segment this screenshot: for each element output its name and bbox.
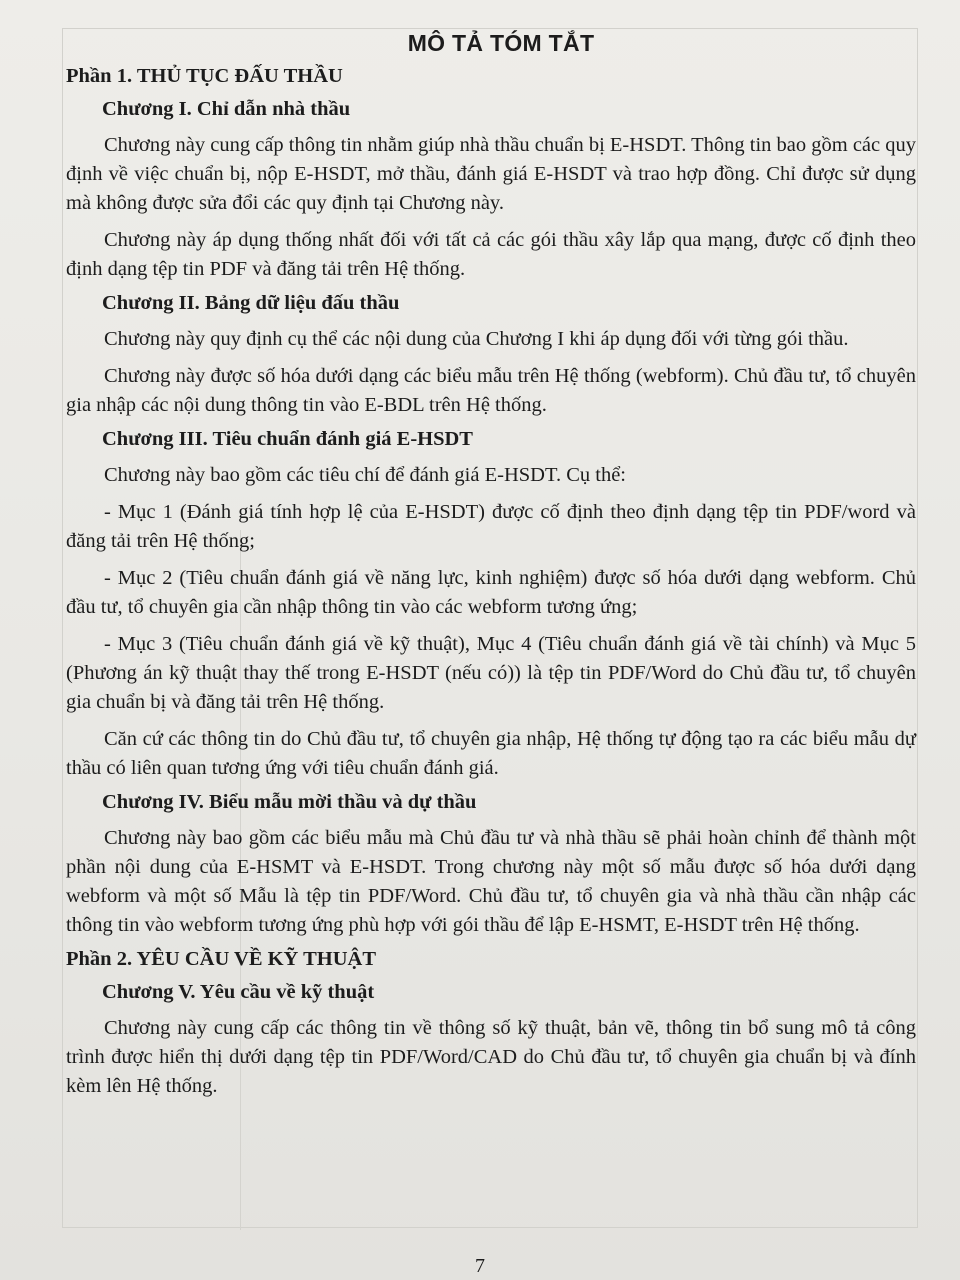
chapter-1-heading: Chương I. Chỉ dẫn nhà thầu <box>102 98 351 120</box>
chapter-3-paragraph-1: Chương này bao gồm các tiêu chí để đánh giá E-HSDT. Cụ thể: <box>104 464 626 486</box>
chapter-2-paragraph-2: Chương này được số hóa dưới dạng các biểu mẫu trên Hệ thống (webform). Chủ đầu tư, tổ chuyên gia nhập các nội dung thông tin vào E-BDL trên Hệ thống. <box>66 365 916 416</box>
chapter-3-paragraph-5: Căn cứ các thông tin do Chủ đầu tư, tổ chuyên gia nhập, Hệ thống tự động tạo ra các biểu mẫu dự thầu có liên quan tương ứng với tiêu chuẩn đánh giá. <box>66 728 916 779</box>
chapter-3-paragraph-4: - Mục 3 (Tiêu chuẩn đánh giá về kỹ thuật), Mục 4 (Tiêu chuẩn đánh giá về tài chính) và Mục 5 (Phương án kỹ thuật thay thế trong E-HSDT (nếu có)) là tệp tin PDF/Word do Chủ đầu tư, tổ chuyên gia chuẩn bị và đăng tải trên Hệ thống. <box>66 633 916 713</box>
chapter-5-paragraph-1: Chương này cung cấp các thông tin về thông số kỹ thuật, bản vẽ, thông tin bổ sung mô tả công trình được hiển thị dưới dạng tệp tin PDF/Word/CAD do Chủ đầu tư, tổ chuyên gia chuẩn bị và đính kèm lên Hệ thống. <box>66 1017 916 1097</box>
part-1-heading: Phần 1. THỦ TỤC ĐẤU THẦU <box>66 65 343 87</box>
page-content <box>66 30 916 1109</box>
chapter-1-paragraph-2: Chương này áp dụng thống nhất đối với tất cả các gói thầu xây lắp qua mạng, được cố định theo định dạng tệp tin PDF và đăng tải trên Hệ thống. <box>66 229 916 280</box>
page-number: 7 <box>475 1255 485 1277</box>
page-title: MÔ TẢ TÓM TẮT <box>407 30 595 56</box>
chapter-5-heading: Chương V. Yêu cầu về kỹ thuật <box>102 981 375 1003</box>
chapter-1-paragraph-1: Chương này cung cấp thông tin nhằm giúp nhà thầu chuẩn bị E-HSDT. Thông tin bao gồm các quy định về việc chuẩn bị, nộp E-HSDT, mở thầu, đánh giá E-HSDT và trao hợp đồng. Chỉ được sử dụng mà không được sửa đổi các quy định tại Chương này. <box>66 134 917 214</box>
chapter-2-heading: Chương II. Bảng dữ liệu đấu thầu <box>102 292 400 314</box>
chapter-4-heading: Chương IV. Biểu mẫu mời thầu và dự thầu <box>102 791 477 813</box>
chapter-3-paragraph-3: - Mục 2 (Tiêu chuẩn đánh giá về năng lực, kinh nghiệm) được số hóa dưới dạng webform. Chủ đầu tư, tổ chuyên gia cần nhập thông tin vào các webform tương ứng; <box>66 567 916 618</box>
chapter-3-heading: Chương III. Tiêu chuẩn đánh giá E-HSDT <box>102 428 473 450</box>
part-2-heading: Phần 2. YÊU CẦU VỀ KỸ THUẬT <box>66 948 377 970</box>
chapter-2-paragraph-1: Chương này quy định cụ thể các nội dung của Chương I khi áp dụng đối với từng gói thầu. <box>104 328 849 350</box>
chapter-3-paragraph-2: - Mục 1 (Đánh giá tính hợp lệ của E-HSDT) được cố định theo định dạng tệp tin PDF/word và đăng tải trên Hệ thống; <box>66 501 916 552</box>
chapter-4-paragraph-1: Chương này bao gồm các biểu mẫu mà Chủ đầu tư và nhà thầu sẽ phải hoàn chỉnh để thành một phần nội dung của E-HSMT và E-HSDT. Trong chương này một số mẫu được số hóa dưới dạng webform và một số Mẫu là tệp tin PDF/Word. Chủ đầu tư, tổ chuyên gia và nhà thầu cần nhập các thông tin vào webform tương ứng phù hợp với gói thầu để lập E-HSMT, E-HSDT trên Hệ thống. <box>66 827 916 936</box>
